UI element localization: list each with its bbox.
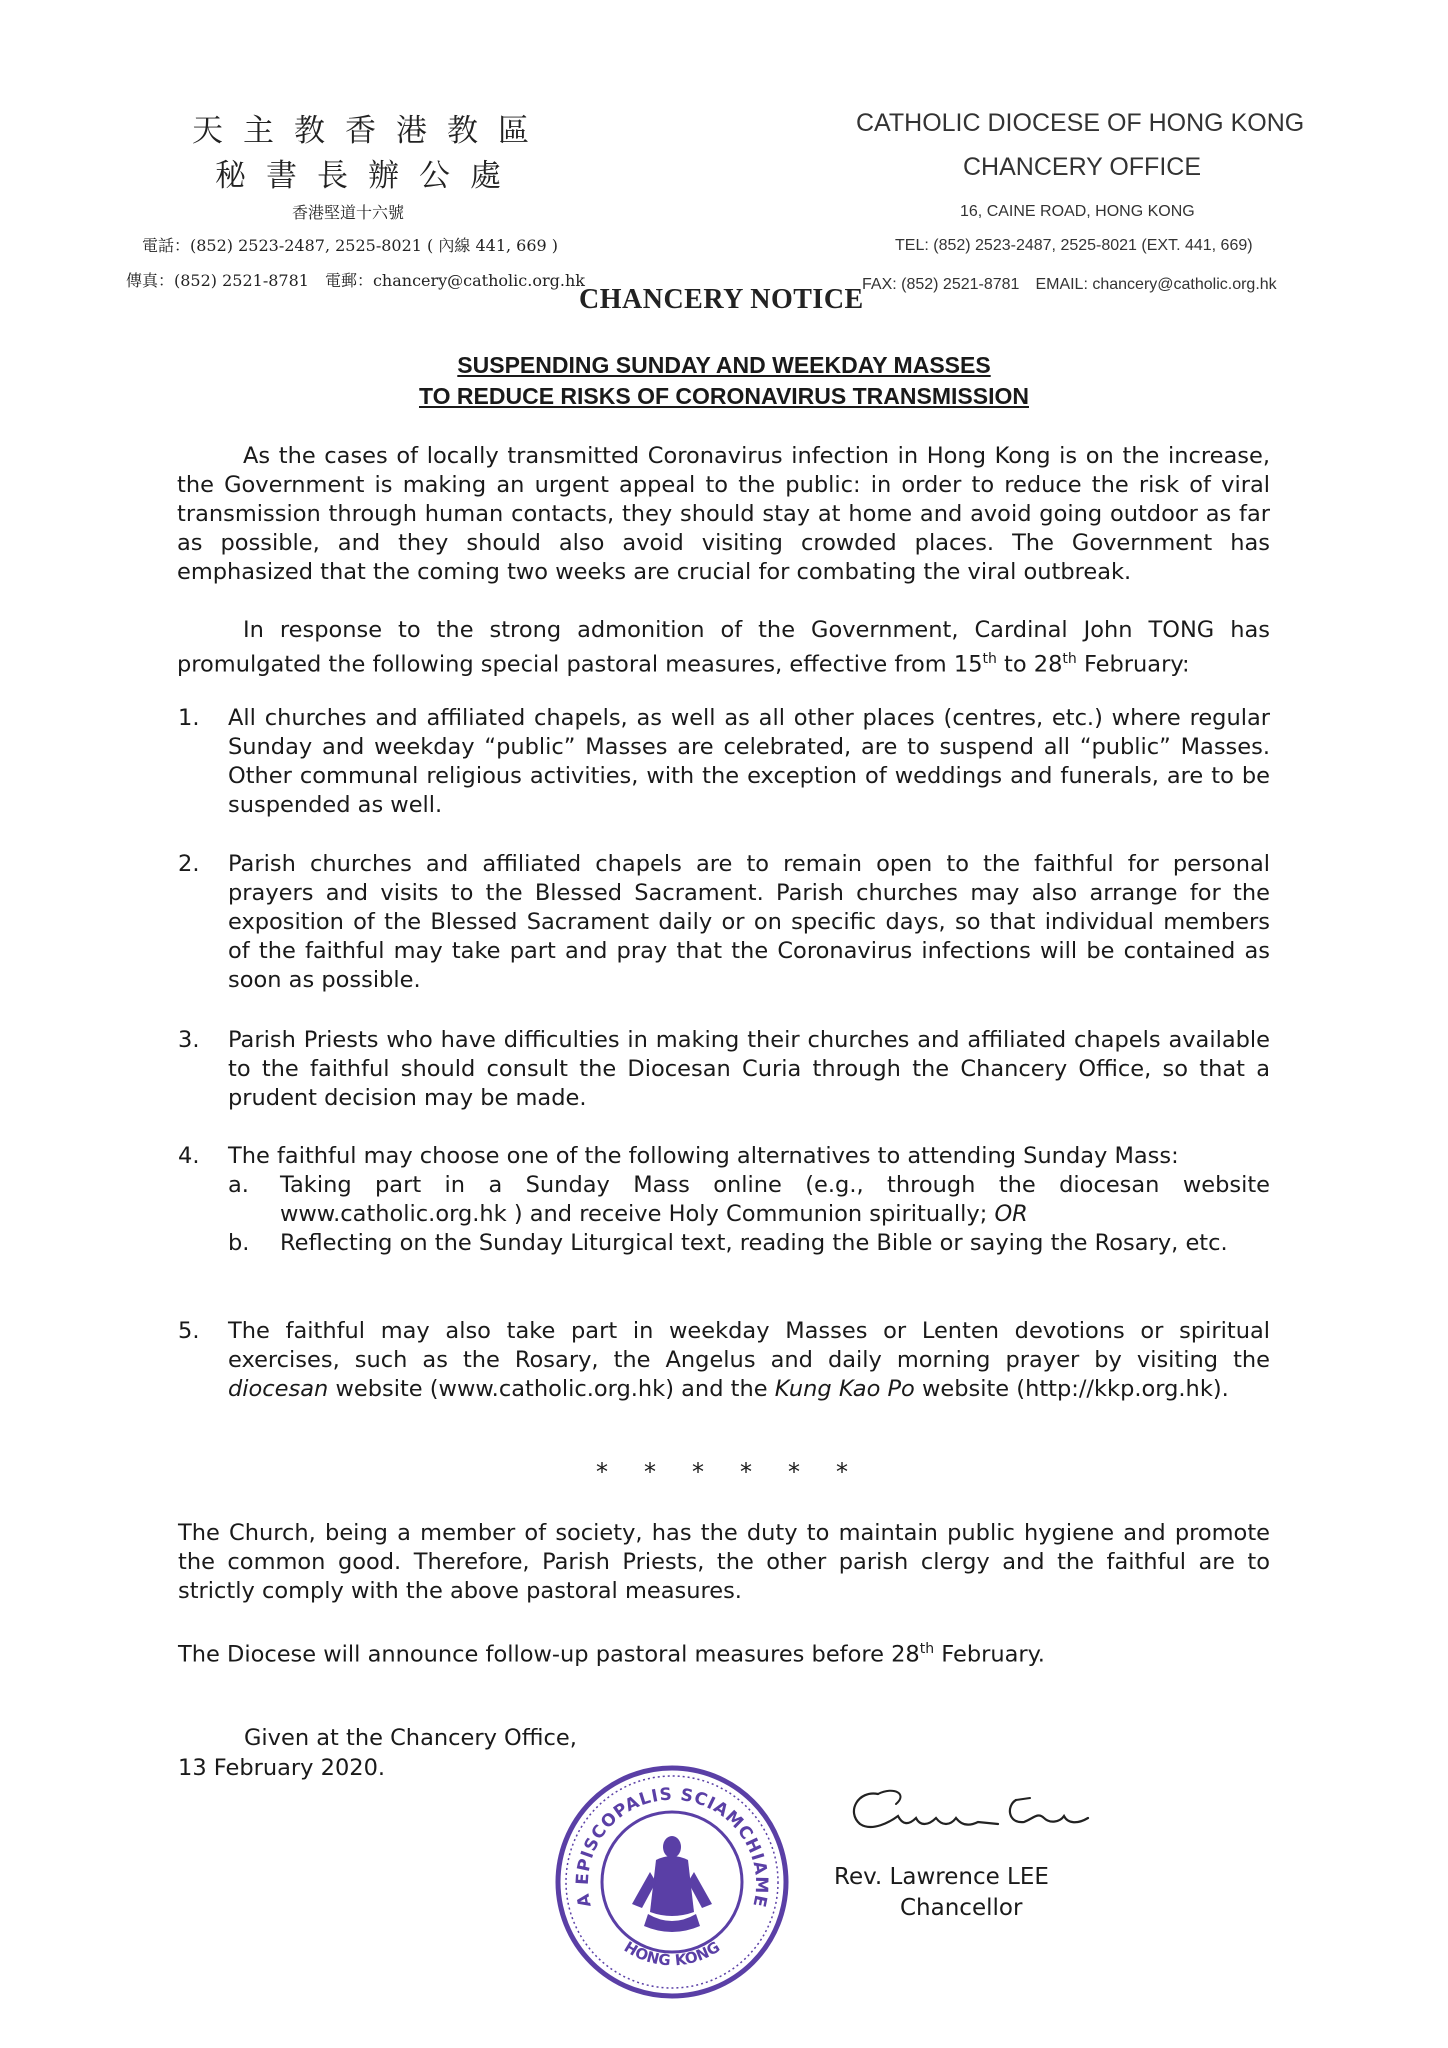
star: *	[788, 1458, 800, 1486]
measure-4-sub-a-letter: a.	[228, 1172, 249, 1198]
given-line-1: Given at the Chancery Office,	[244, 1725, 577, 1751]
star: *	[644, 1458, 656, 1486]
seal-text-bottom: HONG KONG	[620, 1937, 724, 1970]
closing-paragraph-1: The Church, being a member of society, has the duty to maintain public hygiene and promote the common good. Therefore, Parish Priests, the other parish clergy and the faithful are to strictly comply with the above pastoral measures.	[178, 1520, 1270, 1604]
measure-3-number: 3.	[178, 1027, 200, 1053]
letterhead-zh-line1: 天主教香港教區	[192, 113, 549, 149]
measure-1-number: 1.	[178, 705, 200, 731]
measure-4-number: 4.	[178, 1143, 200, 1169]
notice-title: CHANCERY NOTICE	[579, 284, 864, 315]
given-line-2: 13 February 2020.	[178, 1755, 386, 1781]
seal-figure-icon	[632, 1836, 712, 1932]
letterhead-en-line1: CATHOLIC DIOCESE OF HONG KONG	[856, 109, 1305, 137]
letterhead-zh-tel: 電話：(852) 2523-2487, 2525-8021 ( 內線 441, 669 )	[142, 236, 559, 255]
measure-5-number: 5.	[178, 1318, 200, 1344]
letterhead-zh-line2: 秘書長辦公處	[215, 158, 521, 194]
star: *	[692, 1458, 704, 1486]
star: *	[596, 1458, 608, 1486]
letterhead-en-line2: CHANCERY OFFICE	[963, 153, 1202, 181]
letterhead-en-address: 16, CAINE ROAD, HONG KONG	[960, 203, 1195, 220]
intro-paragraph-1: As the cases of locally transmitted Coronavirus infection in Hong Kong is on the increase, the Government is making an urgent appeal to the public: in order to reduce the risk of viral transmission through human contacts, they should stay at home and avoid going outdoor as far as possible, and they should also avoid visiting crowded places. The Government has emphasized that the coming two weeks are crucial for combating the viral outbreak.	[177, 443, 1270, 585]
measure-4-sub-b-text: Reflecting on the Sunday Liturgical text, reading the Bible or saying the Rosary, etc.	[280, 1230, 1228, 1256]
letterhead-zh-fax: 傳真：(852) 2521-8781 電郵：chancery@catholic.org.hk	[126, 271, 585, 290]
diocesan-seal	[552, 1762, 792, 2002]
star: *	[740, 1458, 752, 1486]
subject-line1: SUSPENDING SUNDAY AND WEEKDAY MASSES	[457, 352, 991, 378]
letterhead-zh-address: 香港堅道十六號	[292, 203, 405, 222]
measure-1-text: All churches and affiliated chapels, as well as all other places (centres, etc.) where regular Sunday and weekday “public” Masses are celebrated, are to suspend all “public” Masses. Other communal religious activities, with the exception of weddings and funerals, are to be suspended as well.	[228, 705, 1270, 818]
section-divider-stars	[578, 1458, 866, 1486]
measure-4-sub-a-text: Taking part in a Sunday Mass online (e.g., through the diocesan website www.catholic.org.hk ) and receive Holy Communion spiritually; OR	[280, 1172, 1270, 1227]
letterhead-en-fax: FAX: (852) 2521-8781 EMAIL: chancery@catholic.org.hk	[862, 276, 1277, 293]
handwritten-signature	[838, 1782, 1098, 1852]
intro-paragraph-2: In response to the strong admonition of the Government, Cardinal John TONG has promulgated the following special pastoral measures, effective from 15th to 28th February:	[177, 617, 1270, 678]
measure-5-text: The faithful may also take part in weekday Masses or Lenten devotions or spiritual exercises, such as the Rosary, the Angelus and daily morning prayer by visiting the diocesan website (www.catholic.org.hk) and the Kung Kao Po website (http://kkp.org.hk).	[228, 1318, 1270, 1402]
measure-2-number: 2.	[178, 851, 200, 877]
signatory-title: Chancellor	[900, 1895, 1023, 1921]
letterhead-en-tel: TEL: (852) 2523-2487, 2525-8021 (EXT. 441, 669)	[895, 237, 1253, 254]
seal-text-top: A EPISCOPALIS SCIAMCHIAME	[572, 1784, 772, 1910]
measure-3-text: Parish Priests who have difficulties in making their churches and affiliated chapels available to the faithful should consult the Diocesan Curia through the Chancery Office, so that a prudent decision may be made.	[228, 1027, 1270, 1111]
signatory-name: Rev. Lawrence LEE	[834, 1864, 1049, 1890]
closing-paragraph-2: The Diocese will announce follow-up pastoral measures before 28th February.	[178, 1641, 1045, 1668]
measure-4-text: The faithful may choose one of the following alternatives to attending Sunday Mass:	[228, 1143, 1179, 1169]
measure-4-sub-b-letter: b.	[228, 1230, 250, 1256]
subject-line2: TO REDUCE RISKS OF CORONAVIRUS TRANSMISSION	[419, 383, 1029, 409]
measure-2-text: Parish churches and affiliated chapels are to remain open to the faithful for personal prayers and visits to the Blessed Sacrament. Parish churches may also arrange for the exposition of the Blessed Sacrament daily or on specific days, so that individual members of the faithful may take part and pray that the Coronavirus infections will be contained as soon as possible.	[228, 851, 1270, 993]
star: *	[836, 1458, 848, 1486]
